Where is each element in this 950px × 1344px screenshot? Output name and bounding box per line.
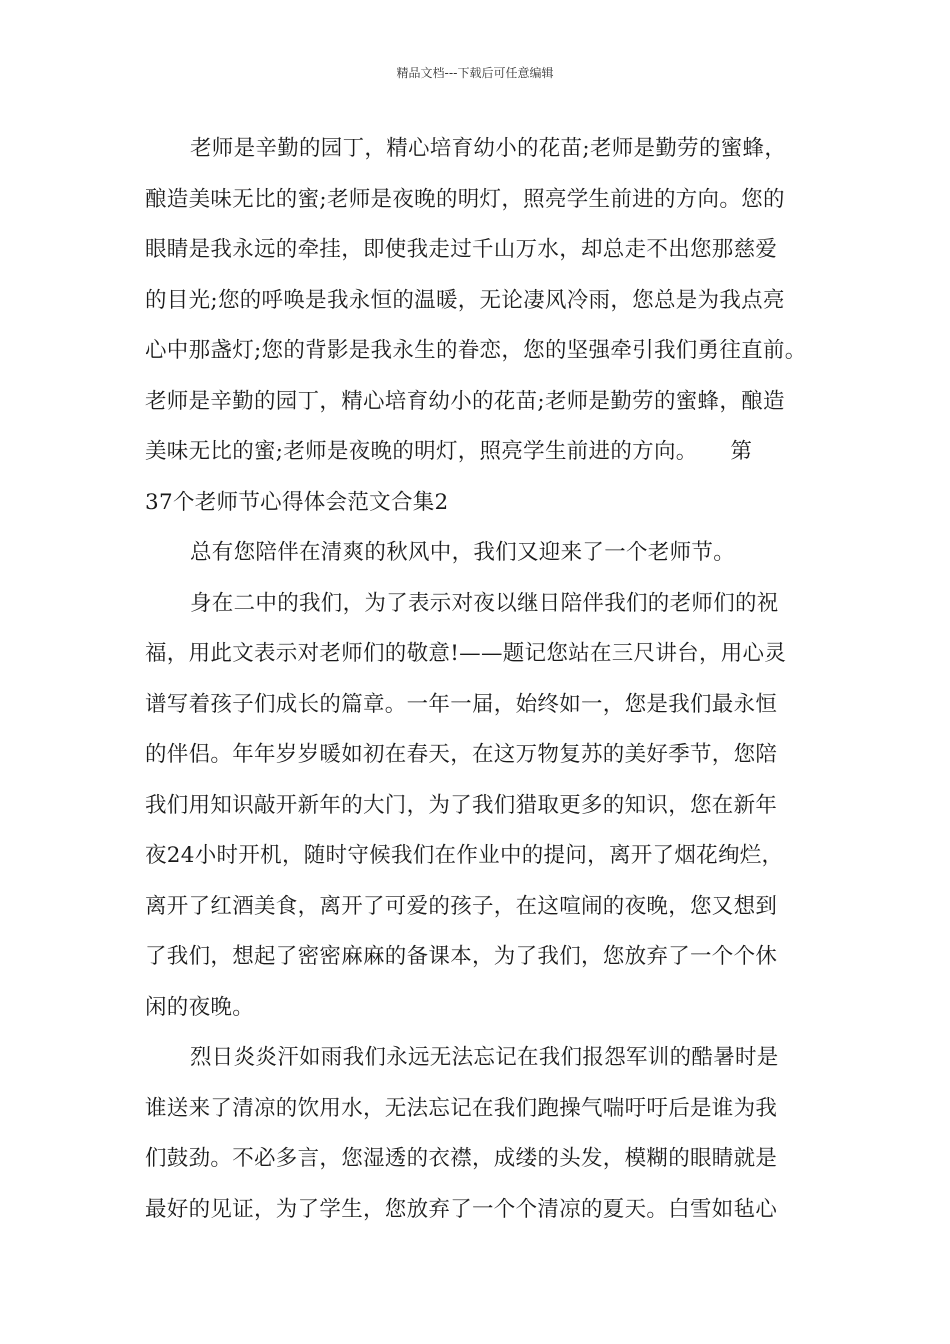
text-line: 37个老师节心得体会范文合集2: [145, 489, 449, 515]
text-line: 烈日炎炎汗如雨我们永远无法忘记在我们报怨军训的酷暑时是: [190, 1045, 779, 1070]
text-line: 离开了红酒美食，离开了可爱的孩子，在这喧闹的夜晚，您又想到: [145, 893, 778, 919]
text-line: 闲的夜晚。: [145, 994, 255, 1020]
page-header: 精品文档---下载后可任意编辑: [396, 66, 554, 80]
text-line: 的伴侣。年年岁岁暖如初在春天，在这万物复苏的美好季节，您陪: [145, 742, 778, 767]
text-line: 美味无比的蜜;老师是夜晚的明灯，照亮学生前进的方向。 第: [145, 439, 753, 464]
text-line: 福，用此文表示对老师们的敬意!——题记您站在三尺讲台，用心灵: [145, 641, 787, 666]
text-line: 夜24小时开机，随时守候我们在作业中的提问，离开了烟花绚烂，: [145, 843, 784, 868]
text-line: 心中那盏灯;您的背影是我永生的眷恋，您的坚强牵引我们勇往直前。: [145, 338, 807, 363]
text-line: 老师是辛勤的园丁，精心培育幼小的花苗;老师是勤劳的蜜蜂，酿造: [145, 388, 785, 414]
text-line: 的目光;您的呼唤是我永恒的温暖，无论凄风冷雨，您总是为我点亮: [145, 287, 785, 313]
text-line: 谁送来了清凉的饮用水，无法忘记在我们跑操气喘吁吁后是谁为我: [145, 1095, 778, 1121]
text-line: 老师是辛勤的园丁，精心培育幼小的花苗;老师是勤劳的蜜蜂，: [190, 136, 787, 161]
text-line: 总有您陪伴在清爽的秋风中，我们又迎来了一个老师节。: [190, 540, 736, 565]
text-line: 眼睛是我永远的牵挂，即使我走过千山万水，却总走不出您那慈爱: [145, 237, 778, 262]
body-text: [145, 124, 815, 1235]
text-line: 最好的见证，为了学生，您放弃了一个个清凉的夏天。白雪如毡心: [145, 1196, 778, 1222]
text-line: 们鼓劲。不必多言，您湿透的衣襟，成缕的头发，模糊的眼睛就是: [145, 1146, 778, 1171]
text-line: 了我们，想起了密密麻麻的备课本，为了我们，您放弃了一个个休: [145, 944, 778, 969]
text-line: 酿造美味无比的蜜;老师是夜晚的明灯，照亮学生前进的方向。您的: [145, 186, 785, 212]
text-line: 我们用知识敲开新年的大门，为了我们猎取更多的知识，您在新年: [145, 792, 778, 818]
text-line: 身在二中的我们，为了表示对夜以继日陪伴我们的老师们的祝: [190, 590, 779, 616]
text-line: 谱写着孩子们成长的篇章。一年一届，始终如一，您是我们最永恒: [145, 691, 778, 717]
